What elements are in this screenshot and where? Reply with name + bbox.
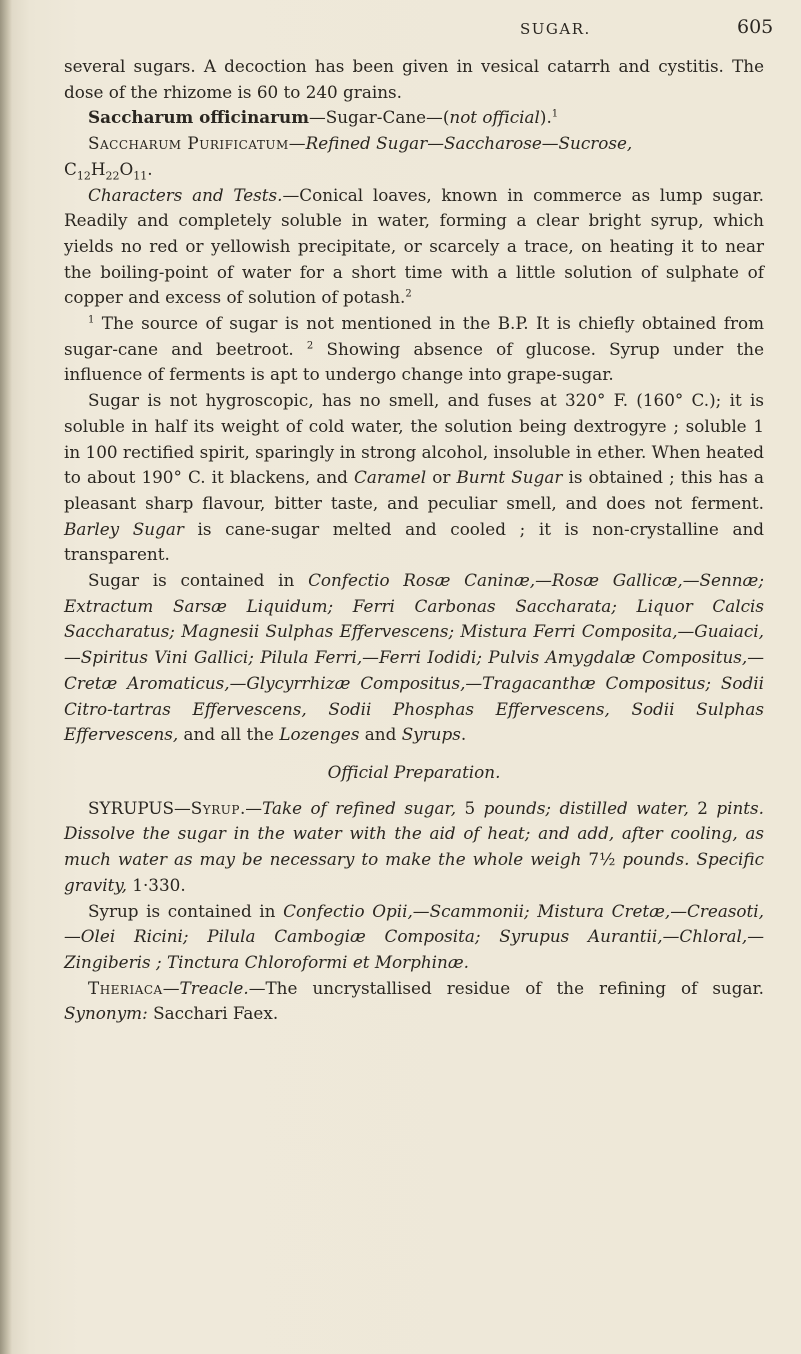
page-gutter-shadow (0, 0, 12, 1354)
section-title: Official Preparation. (327, 761, 501, 782)
paragraph-contained-in: Sugar is contained in Confectio Rosæ Caninæ,—Rosæ Gallicæ,—Sennæ; Extractum Sarsæ Liquidum; Ferri Carbonas Saccharata; Liquor Calcis Saccharatus; Magnesii Sulphas Effervescens; Mistura Ferri Composita,—Guaiaci,—Spiritus Vini Gallici; Pilula Ferri,—Ferri Iodidi; Pulvis Amygdalæ Compositus,—Cretæ Aromaticus,—Glycyrrhizæ Compositus,—Tragacanthæ Compositus; Sodii Citro-tartras Effervescens, Sodii Phosphas Effervescens, Sodii Sulphas Effervescens, and all the Lozenges and Syrups. (64, 570, 764, 745)
entry-saccharum-officinarum: Saccharum officinarum—Sugar-Cane—(not official).$^1$ (88, 107, 559, 128)
paragraph-properties: Sugar is not hygroscopic, has no smell, and fuses at 320° F. (160° C.); it is soluble in half its weight of cold water, the solution being dextrogyre ; soluble 1 in 100 rectified spirit, sparingly in strong alcohol, insoluble in ether. When heated to about 190° C. it blackens, and Caramel or Burnt Sugar is obtained ; this has a pleasant sharp flavour, bitter taste, and peculiar smell, and does not ferment. Barley Sugar is cane-sugar melted and cooled ; it is non-crystalline and transparent. (64, 390, 765, 565)
page-number: 605 (737, 16, 774, 38)
entry-theriaca: Theriaca—Treacle.—The uncrystallised residue of the refining of sugar. Synonym: Sacchari Faex. (64, 977, 764, 1024)
paragraph-intro: several sugars. A decoction has been given in vesical catarrh and cystitis. The dose of the rhizome is 60 to 240 grains. (64, 56, 764, 102)
footnote-ref-2: 2 (405, 288, 412, 300)
page-header (0, 16, 801, 46)
subheading: Characters and Tests. (88, 184, 283, 205)
footnotes: $^1$ The source of sugar is not mentioned in the B.P. It is chiefly obtained from sugar-cane and beetroot. $^2$ Showing absence of glucose. Syrup under the influence of ferments is apt to undergo change into grape-sugar. (64, 313, 764, 385)
chemical-formula: $C_{12}H_{22}O_{11}$. (64, 158, 153, 183)
entry-title: Saccharum officinarum (88, 107, 309, 128)
characters-and-tests: Characters and Tests.—Conical loaves, known in commerce as lump sugar. Readily and completely soluble in water, forming a clear bright syrup, which yields no red or yellowish precipitate, or scarcely a trace, on heating it to near the boiling-point of water for a short time with a little solution of sulphate of copper and excess of solution of potash.$^2$ (64, 184, 764, 308)
entry-saccharum-purificatum: Saccharum Purificatum—Refined Sugar—Saccharose—Sucrose, $C_{12}H_{22}O_{11}$. (64, 133, 633, 183)
entry-syrupus: SYRUPUS—Syrup.—Take of refined sugar, 5 pounds; distilled water, 2 pints. Dissolve the sugar in the water with the aid of heat; and add, after cooling, as much water as may be necessary to make the whole weigh 7½ pounds. Specific gravity, 1·330. (64, 797, 764, 895)
entry-title-sc: Saccharum Purificatum (88, 133, 289, 154)
footnote-1: The source of sugar is not mentioned in the B.P. It is chiefly obtained from sugar-cane and beetroot. (64, 313, 764, 359)
paragraph-syrup-contained-in: Syrup is contained in Confectio Opii,—Scammonii; Mistura Cretæ,—Creasoti,—Olei Ricini; Pilula Cambogiæ Composita; Syrupus Aurantii,—Chloral,—Zingiberis ; Tinctura Chloroformi et Morphinæ. (64, 900, 764, 972)
footnote-ref-1: 1 (551, 108, 559, 120)
page-body (64, 54, 764, 1027)
footnote-2: Showing absence of glucose. Syrup under the influence of ferments is apt to undergo change into grape-sugar. (64, 338, 764, 385)
running-head: SUGAR. (520, 20, 591, 38)
